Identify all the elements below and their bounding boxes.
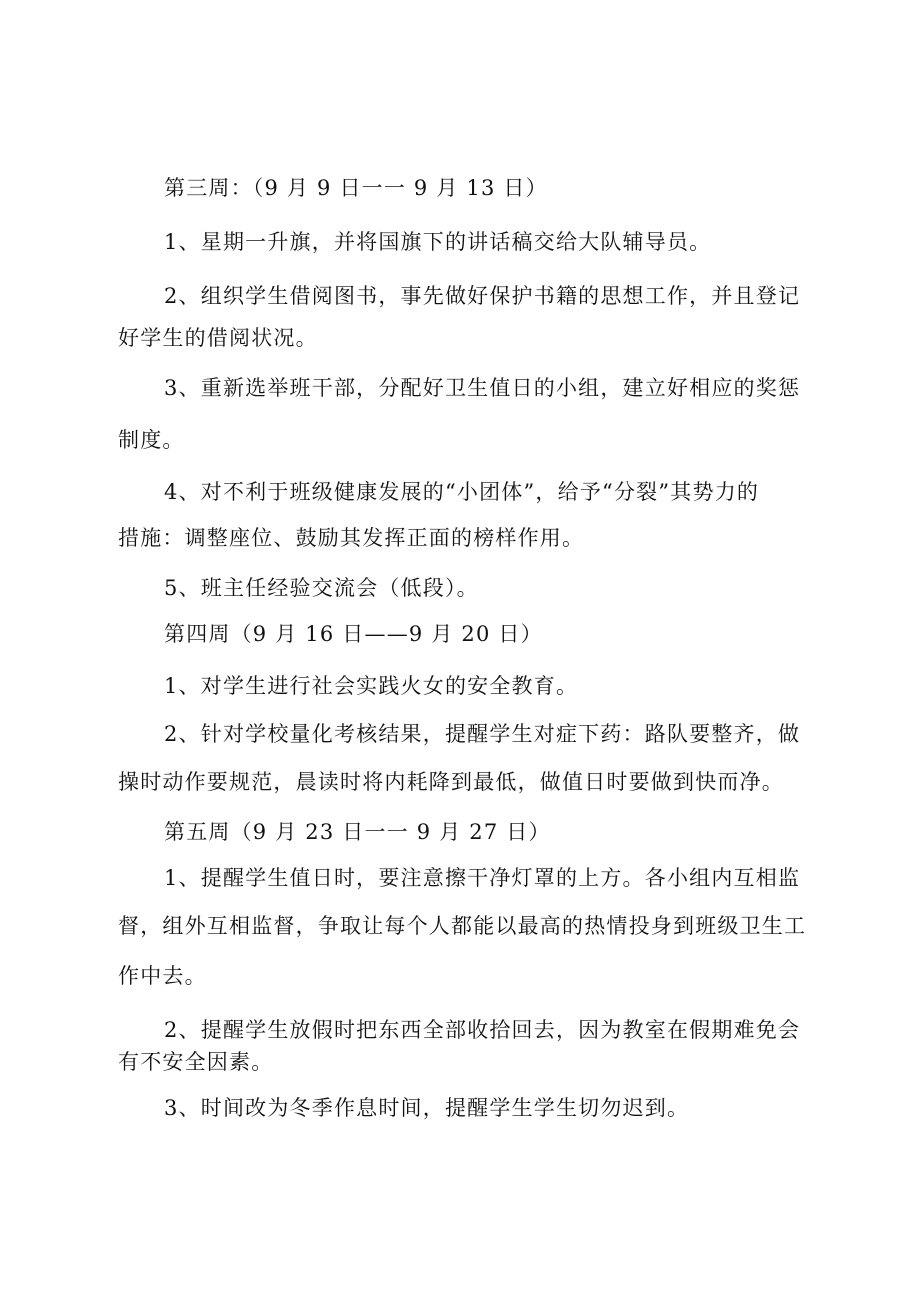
paragraph-line: 1、星期一升旗，并将国旗下的讲话稿交给大队辅导员。 — [164, 230, 712, 254]
paragraph-line: 1、对学生进行社会实践火女的安全教育。 — [164, 674, 579, 698]
paragraph-line: 3、时间改为冬季作息时间，提醒学生学生切勿迟到。 — [164, 1096, 690, 1120]
paragraph-line: 2、针对学校量化考核结果，提醒学生对症下药：路队要整齐，做 — [164, 722, 801, 746]
paragraph-line: 5、班主任经验交流会（低段）。 — [164, 576, 479, 600]
week-three-heading: 第三周：（9 月 9 日一一 9 月 13 日） — [164, 176, 548, 200]
paragraph-line: 有不安全因素。 — [118, 1050, 274, 1074]
paragraph-line: 操时动作要规范，晨读时将内耗降到最低，做值日时要做到快而净。 — [118, 770, 784, 794]
paragraph-line: 措施：调整座位、鼓励其发挥正面的榜样作用。 — [118, 526, 585, 550]
paragraph-line: 1、提醒学生值日时，要注意擦干净灯罩的上方。各小组内互相监 — [164, 866, 801, 890]
week-four-heading: 第四周（9 月 16 日——9 月 20 日） — [164, 622, 543, 646]
week-five-heading: 第五周（9 月 23 日一一 9 月 27 日） — [164, 820, 551, 844]
paragraph-line: 4、对不利于班级健康发展的“小团体”，给予“分裂”其势力的 — [164, 480, 760, 504]
paragraph-line: 3、重新选举班干部，分配好卫生值日的小组，建立好相应的奖惩 — [164, 376, 801, 400]
paragraph-line: 制度。 — [118, 428, 185, 452]
paragraph-line: 作中去。 — [118, 964, 207, 988]
paragraph-line: 好学生的借阅状况。 — [118, 326, 318, 350]
paragraph-line: 2、提醒学生放假时把东西全部收拾回去，因为教室在假期难免会 — [164, 1018, 801, 1042]
paragraph-line: 2、组织学生借阅图书，事先做好保护书籍的思想工作，并且登记 — [164, 284, 801, 308]
paragraph-line: 督，组外互相监督，争取让每个人都能以最高的热情投身到班级卫生工 — [118, 914, 807, 938]
